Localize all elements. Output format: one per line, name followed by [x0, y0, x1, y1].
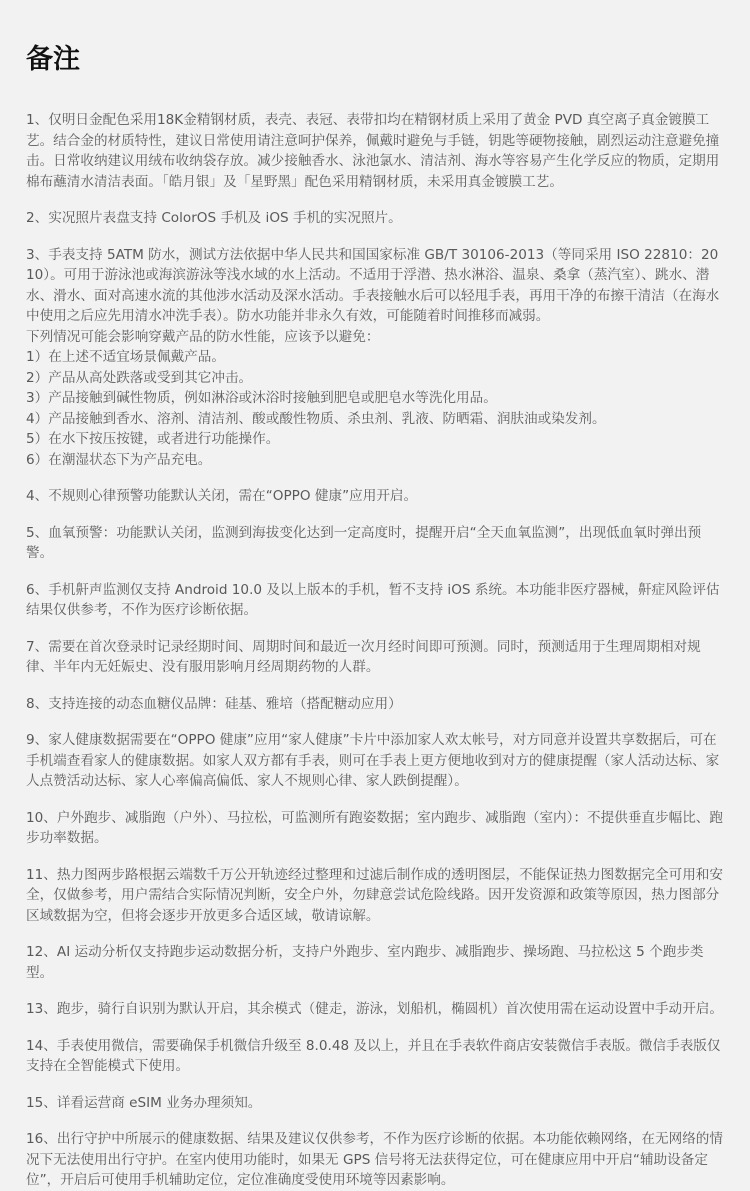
page-title: 备注: [26, 44, 80, 75]
notes-list: [26, 110, 724, 1191]
note-item-13: 13、跑步，骑行自识别为默认开启，其余模式（健走，游泳，划船机，椭圆机）首次使用需在运动设置中手动开启。: [26, 1001, 723, 1017]
note-item-2: 2、实况照片表盘支持 ColorOS 手机及 iOS 手机的实况照片。: [26, 210, 402, 226]
note-item-15: 15、详看运营商 eSIM 业务办理须知。: [26, 1094, 262, 1111]
note-item-6: 6、手机鼾声监测仅支持 Android 10.0 及以上版本的手机，暂不支持 iOS 系统。本功能非医疗器械，鼾症风险评估结果仅供参考，不作为医疗诊断依据。: [26, 581, 720, 618]
note-item-16: 16、出行守护中所展示的健康数据、结果及建议仅供参考，不作为医疗诊断的依据。本功能依赖网络，在无网络的情况下无法使用出行守护。在室内使用功能时，如果无 GPS 信号将无法获得定位，可在健康应用中开启“辅助设备定位”，开启后可使用手机辅助定位，定位准确度受使用环境等因素影响。: [26, 1131, 723, 1188]
note-item-9: 9、家人健康数据需要在“OPPO 健康”应用“家人健康”卡片中添加家人欢太帐号，对方同意并设置共享数据后，可在手机端查看家人的健康数据。如家人双方都有手表，则可在手表上更方便地收到对方的健康提醒（家人活动达标、家人点赞活动达标、家人心率偏高偏低、家人不规则心律、家人跌倒提醒）。: [26, 732, 720, 789]
note-item-7: 7、需要在首次登录时记录经期时间、周期时间和最近一次月经时间即可预测。同时，预测适用于生理周期相对规律、半年内无妊娠史、没有服用影响月经周期药物的人群。: [26, 638, 701, 675]
note-item-5: 5、血氧预警：功能默认关闭，监测到海拔变化达到一定高度时，提醒开启“全天血氧监测”，出现低血氧时弹出预警。: [26, 524, 702, 561]
note-item-10: 10、户外跑步、减脂跑（户外）、马拉松，可监测所有跑姿数据；室内跑步、减脂跑（室内）：不提供垂直步幅比、跑步功率数据。: [26, 809, 723, 846]
note-item-14: 14、手表使用微信，需要确保手机微信升级至 8.0.48 及以上，并且在手表软件商店安装微信手表版。微信手表版仅支持在全智能模式下使用。: [26, 1037, 721, 1074]
note-item-12: 12、AI 运动分析仅支持跑步运动数据分析，支持户外跑步、室内跑步、减脂跑步、操场跑、马拉松这 5 个跑步类型。: [26, 944, 704, 981]
note-item-8: 8、支持连接的动态血糖仪品牌：硅基、雅培（搭配糖动应用）: [26, 695, 402, 712]
note-item-11: 11、热力图两步路根据云端数千万公开轨迹经过整理和过滤后制作成的透明图层，不能保证热力图数据完全可用和安全，仅做参考，用户需结合实际情况判断，安全户外，勿肆意尝试危险线路。因开发资源和政策等原因，热力图部分区域数据为空，但将会逐步开放更多合适区域，敬请谅解。: [26, 866, 723, 924]
note-item-4: 4、不规则心律预警功能默认关闭，需在“OPPO 健康”应用开启。: [26, 488, 418, 504]
note-item-1: 1、仅明日金配色采用18K金精钢材质，表壳、表冠、表带扣均在精钢材质上采用了黄金 PVD 真空离子真金镀膜工艺。结合金的材质特性，建议日常使用请注意呵护保养，佩戴时避免与手链，钥匙等硬物接触，剧烈运动注意避免撞击。日常收纳建议用绒布收纳袋存放。减少接触香水、泳池氯水、清洁剂、海水等容易产生化学反应的物质，定期用棉布蘸清水清洁表面。「皓月银」及「星野黑」配色采用精钢材质，未采用真金镀膜工艺。: [26, 112, 720, 190]
note-item-3: 3、手表支持 5ATM 防水，测试方法依据中华人民共和国国家标准 GB/T 30106-2013（等同采用 ISO 22810：2010）。可用于游泳池或海滨游泳等浅水域的水上活动。不适用于浮潜、热水淋浴、温泉、桑拿（蒸汽室）、跳水、潜水、滑水、面对高速水流的其他涉水活动及深水活动。手表接触水后可以轻甩手表，再用干净的布擦干清洁（在海水中使用之后应先用清水冲洗手表）。防水功能并非永久有效，可能随着时间推移而减弱。 下列情况可能会影响穿戴产品的防水性能，应该予以避免： 1）在上述不适宜场景佩戴产品。 2）产品从高处跌落或受到其它冲击。 3）产品接触到碱性物质，例如淋浴或沐浴时接触到肥皂或肥皂水等洗化用品。 4）产品接触到香水、溶剂、清洁剂、酸或酸性物质、杀虫剂、乳液、防晒霜、润肤油或染发剂。 5）在水下按压按键，或者进行功能操作。 6）在潮湿状态下为产品充电。: [26, 246, 720, 468]
